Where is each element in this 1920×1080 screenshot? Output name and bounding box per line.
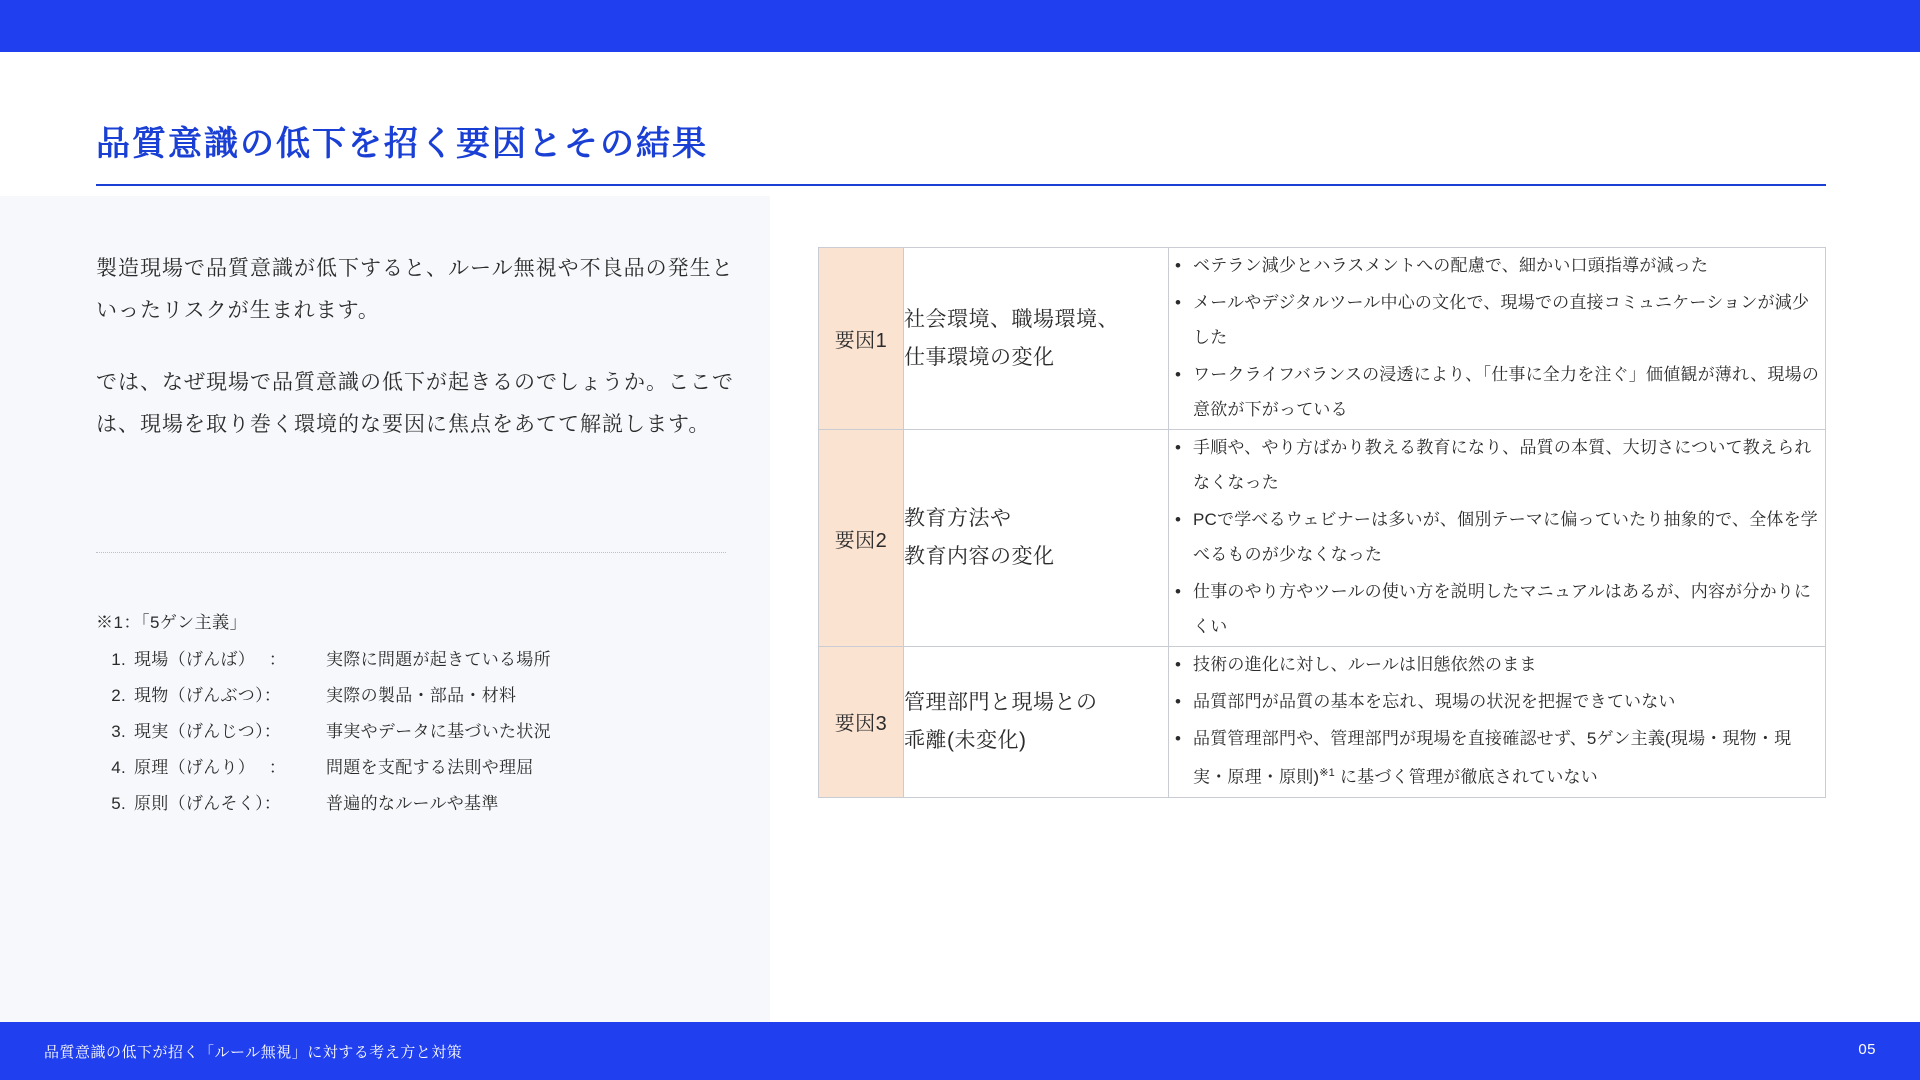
- factor-description: [1169, 248, 1826, 430]
- factor-name-line: 仕事環境の変化: [904, 345, 1055, 369]
- factor-description: [1169, 430, 1826, 647]
- list-item: • 手順や、やり方ばかり教える教育になり、品質の本質、大切さについて教えられなくなった: [1191, 430, 1825, 500]
- footnote-description: 実際に問題が起きている場所: [326, 650, 551, 669]
- footnote-term: 現物（げんぶつ）：: [134, 686, 282, 705]
- factor-name-line: 教育方法や: [904, 507, 1012, 530]
- bullet-list: [1169, 647, 1825, 795]
- footnote-term: 原則（げんそく）：: [134, 794, 282, 813]
- lead-text-block: [96, 248, 736, 476]
- factor-name-line: 教育内容の変化: [904, 545, 1055, 568]
- factor-name-line: 管理部門と現場との: [904, 690, 1098, 714]
- top-accent-bar: [0, 0, 1920, 52]
- lead-paragraph-2: では、なぜ現場で品質意識の低下が起きるのでしょうか。ここでは、現場を取り巻く環境的な要因に焦点をあてて解説します。: [96, 371, 734, 436]
- list-item: • PCで学べるウェビナーは多いが、個別テーマに偏っていたり抽象的で、全体を学べるものが少なくなった: [1191, 502, 1825, 572]
- footnote-number: 1.: [111, 650, 126, 669]
- table-row: [819, 430, 1826, 647]
- list-item: [1191, 721, 1825, 795]
- list-item: [100, 750, 551, 786]
- factor-label: 要因3: [819, 647, 904, 798]
- list-item: • ワークライフバランスの浸透により、「仕事に全力を注ぐ」価値観が薄れ、現場の意欲が下がっている: [1191, 357, 1825, 427]
- footnote-title: ※1：「5ゲン主義」: [96, 613, 248, 632]
- page-number: 05: [1858, 1041, 1876, 1058]
- list-item: [100, 642, 551, 678]
- footer-bar: [0, 1022, 1920, 1080]
- footnote-description: 問題を支配する法則や理屈: [326, 758, 534, 777]
- footnote-list: [100, 642, 551, 822]
- footnote-description: 実際の製品・部品・材料: [326, 686, 517, 705]
- bullet-text-pre: 品質管理部門や、管理部門が現場を直接確認せず、5ゲン主義(現場・現物・現実・原理・原則): [1193, 729, 1792, 787]
- footnote-description: 普遍的なルールや基準: [326, 794, 499, 813]
- footnote-marker: ※1: [1319, 767, 1336, 779]
- dotted-divider: [96, 552, 726, 553]
- list-item: • メールやデジタルツール中心の文化で、現場での直接コミュニケーションが減少した: [1191, 285, 1825, 355]
- page-title: 品質意識の低下を招く要因とその結果: [96, 125, 708, 163]
- table-row: [819, 647, 1826, 798]
- list-item: • ベテラン減少とハラスメントへの配慮で、細かい口頭指導が減った: [1191, 248, 1825, 283]
- footnote-description: 事実やデータに基づいた状況: [326, 722, 551, 741]
- factor-name: [904, 430, 1169, 647]
- list-item: • 仕事のやり方やツールの使い方を説明したマニュアルはあるが、内容が分かりにくい: [1191, 574, 1825, 644]
- factor-name-line: 乖離(未変化): [904, 728, 1027, 752]
- footnote-term: 原理（げんり） ：: [134, 758, 287, 777]
- factor-description: [1169, 647, 1826, 798]
- factors-table: [818, 247, 1826, 798]
- factor-name: [904, 647, 1169, 798]
- list-item: • 品質部門が品質の基本を忘れ、現場の状況を把握できていない: [1191, 684, 1825, 719]
- footnote-number: 5.: [111, 794, 126, 813]
- factor-name-line: 社会環境、職場環境、: [904, 307, 1119, 331]
- factors-table-container: [818, 247, 1826, 798]
- footnote-term: 現実（げんじつ）：: [134, 722, 282, 741]
- list-item: [100, 786, 551, 822]
- footer-title: 品質意識の低下が招く「ルール無視」に対する考え方と対策: [44, 1044, 463, 1061]
- table-row: [819, 248, 1826, 430]
- footnote-number: 3.: [111, 722, 126, 741]
- list-item: • 技術の進化に対し、ルールは旧態依然のまま: [1191, 647, 1825, 682]
- footnote-number: 2.: [111, 686, 126, 705]
- bullet-list: [1169, 248, 1825, 427]
- bullet-list: [1169, 430, 1825, 644]
- factor-label: 要因1: [819, 248, 904, 430]
- title-underline: [96, 184, 1826, 186]
- factor-label: 要因2: [819, 430, 904, 647]
- footnote-number: 4.: [111, 758, 126, 777]
- factor-name: [904, 248, 1169, 430]
- list-item: [100, 678, 551, 714]
- footnote-term: 現場（げんば） ：: [134, 650, 287, 669]
- list-item: [100, 714, 551, 750]
- bullet-text-post: に基づく管理が徹底されていない: [1335, 767, 1598, 787]
- lead-paragraph-1: 製造現場で品質意識が低下すると、ルール無視や不良品の発生といったリスクが生まれます。: [96, 257, 734, 322]
